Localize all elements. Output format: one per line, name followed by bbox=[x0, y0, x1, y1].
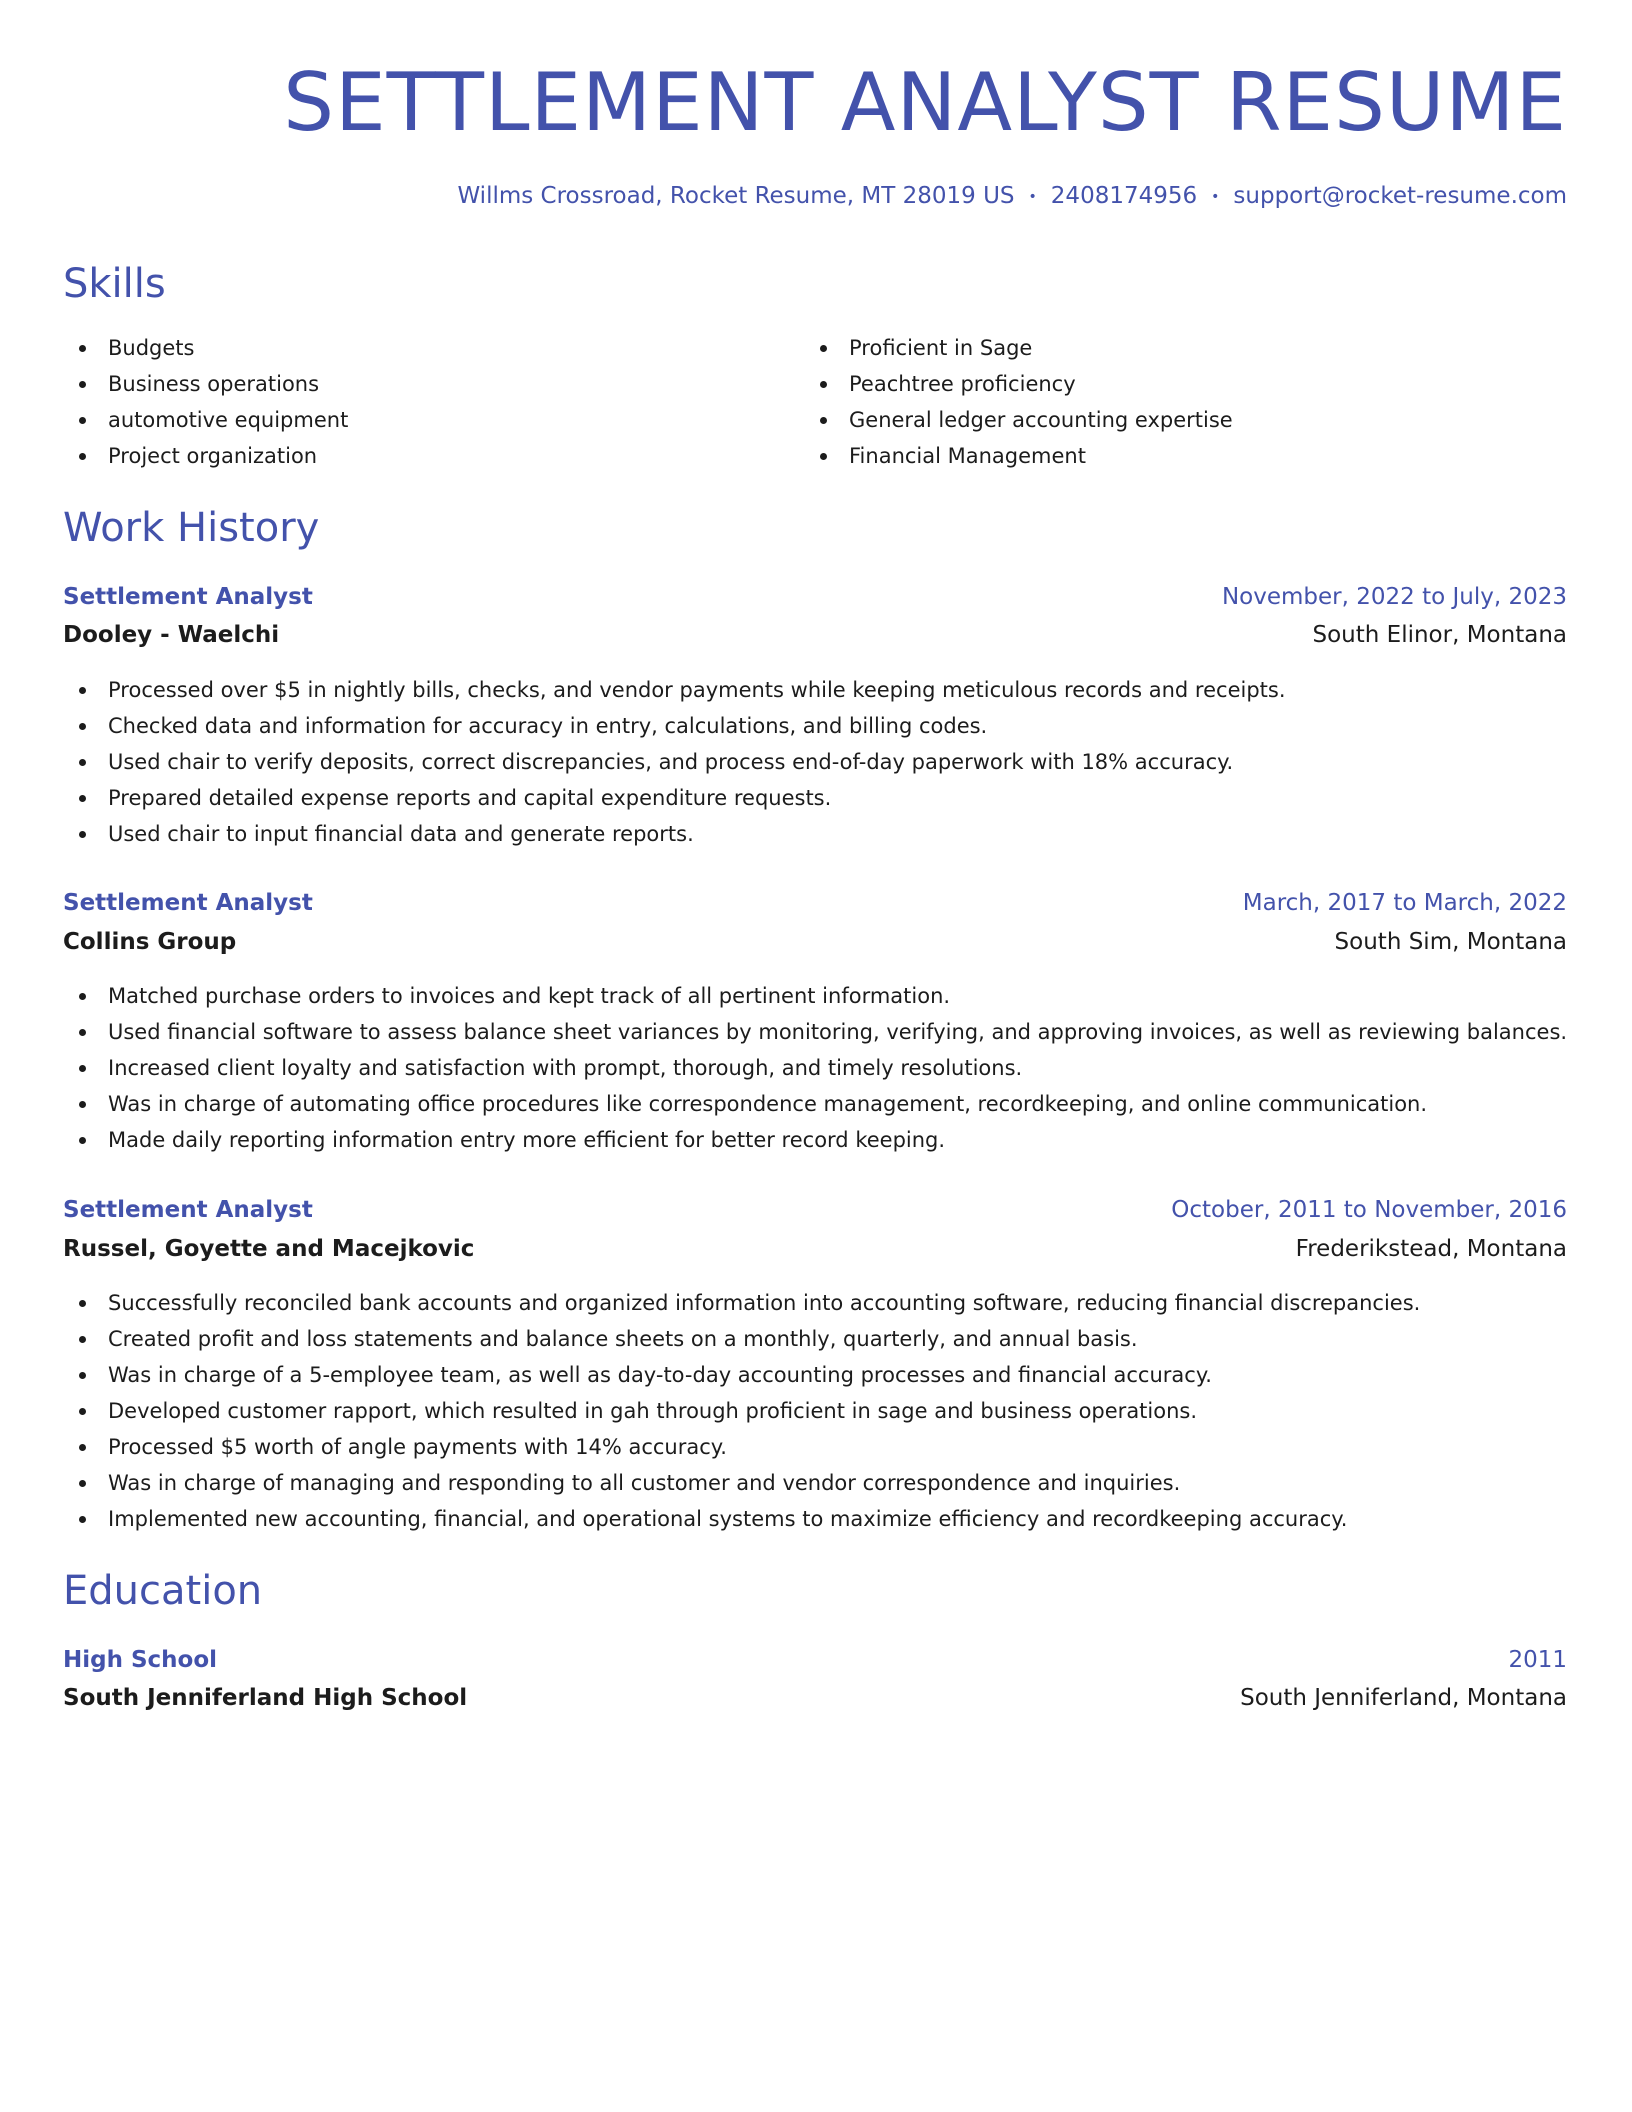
job-bullet: Used chair to input financial data and generate reports. bbox=[63, 816, 1286, 852]
job-bullet: Developed customer rapport, which resulted in gah through proficient in sage and business operations. bbox=[63, 1393, 1420, 1429]
skill-item: automotive equipment bbox=[63, 402, 348, 438]
education-year: 2011 bbox=[1508, 1647, 1567, 1673]
contact-line bbox=[457, 180, 1567, 213]
skill-item: Financial Management bbox=[804, 438, 1233, 474]
job-subheader bbox=[63, 1232, 1567, 1266]
job-company: Russel, Goyette and Macejkovic bbox=[63, 1236, 475, 1262]
job-subheader bbox=[63, 618, 1567, 652]
skill-item: Budgets bbox=[63, 330, 348, 366]
contact-phone: 2408174956 bbox=[1050, 183, 1198, 209]
job-bullet: Successfully reconciled bank accounts and organized information into accounting software, reducing financial discrepancies. bbox=[63, 1285, 1420, 1321]
job-bullet: Processed over $5 in nightly bills, checks, and vendor payments while keeping meticulous records and receipts. bbox=[63, 672, 1286, 708]
job-bullet: Was in charge of managing and responding to all customer and vendor correspondence and inquiries. bbox=[63, 1465, 1420, 1501]
job-dates: March, 2017 to March, 2022 bbox=[1242, 890, 1567, 916]
job-dates: November, 2022 to July, 2023 bbox=[1221, 584, 1567, 610]
job-company: Dooley - Waelchi bbox=[63, 622, 280, 648]
resume-title: SETTLEMENT ANALYST RESUME bbox=[283, 56, 1567, 149]
job-company: Collins Group bbox=[63, 929, 237, 955]
job-header bbox=[63, 886, 1567, 920]
job-bullet: Increased client loyalty and satisfaction with prompt, thorough, and timely resolutions. bbox=[63, 1050, 1567, 1086]
job-bullet: Was in charge of automating office procedures like correspondence management, recordkeeping, and online communication. bbox=[63, 1086, 1567, 1122]
education-heading: Education bbox=[63, 1568, 263, 1614]
education-subheader bbox=[63, 1681, 1567, 1715]
job-bullet: Checked data and information for accuracy in entry, calculations, and billing codes. bbox=[63, 708, 1286, 744]
bullet-separator-icon: • bbox=[1211, 188, 1220, 205]
job-bullet: Made daily reporting information entry more efficient for better record keeping. bbox=[63, 1122, 1567, 1158]
job-dates: October, 2011 to November, 2016 bbox=[1171, 1197, 1567, 1223]
education-header bbox=[63, 1643, 1567, 1677]
job-bullet: Matched purchase orders to invoices and kept track of all pertinent information. bbox=[63, 978, 1567, 1014]
skills-heading: Skills bbox=[63, 261, 166, 307]
job-location: Frederikstead, Montana bbox=[1295, 1236, 1567, 1262]
job-header bbox=[63, 1193, 1567, 1227]
work-history-heading: Work History bbox=[63, 505, 320, 551]
job-role: Settlement Analyst bbox=[63, 1197, 313, 1223]
job-bullet: Implemented new accounting, financial, and operational systems to maximize efficiency and recordkeeping accuracy. bbox=[63, 1501, 1420, 1537]
skill-item: Project organization bbox=[63, 438, 348, 474]
education-school: South Jenniferland High School bbox=[63, 1685, 468, 1711]
contact-address: Willms Crossroad, Rocket Resume, MT 28019 US bbox=[457, 183, 1015, 209]
contact-email: support@rocket-resume.com bbox=[1233, 183, 1567, 209]
education-location: South Jenniferland, Montana bbox=[1240, 1685, 1567, 1711]
skill-item: Business operations bbox=[63, 366, 348, 402]
job-role: Settlement Analyst bbox=[63, 890, 313, 916]
job-bullet: Prepared detailed expense reports and capital expenditure requests. bbox=[63, 780, 1286, 816]
skill-item: Proficient in Sage bbox=[804, 330, 1233, 366]
skill-item: Peachtree proficiency bbox=[804, 366, 1233, 402]
job-bullets bbox=[63, 672, 1286, 852]
job-bullets bbox=[63, 1285, 1420, 1537]
job-bullet: Was in charge of a 5-employee team, as well as day-to-day accounting processes and financial accuracy. bbox=[63, 1357, 1420, 1393]
skills-list-right bbox=[804, 330, 1233, 474]
job-bullets bbox=[63, 978, 1567, 1158]
education-degree: High School bbox=[63, 1647, 218, 1673]
job-bullet: Processed $5 worth of angle payments with 14% accuracy. bbox=[63, 1429, 1420, 1465]
job-role: Settlement Analyst bbox=[63, 584, 313, 610]
skills-list-left bbox=[63, 330, 348, 474]
skill-item: General ledger accounting expertise bbox=[804, 402, 1233, 438]
job-bullet: Used chair to verify deposits, correct discrepancies, and process end-of-day paperwork with 18% accuracy. bbox=[63, 744, 1286, 780]
bullet-separator-icon: • bbox=[1028, 188, 1037, 205]
job-location: South Sim, Montana bbox=[1334, 929, 1567, 955]
job-bullet: Created profit and loss statements and balance sheets on a monthly, quarterly, and annual basis. bbox=[63, 1321, 1420, 1357]
job-location: South Elinor, Montana bbox=[1312, 622, 1567, 648]
job-subheader bbox=[63, 925, 1567, 959]
job-header bbox=[63, 580, 1567, 614]
job-bullet: Used financial software to assess balance sheet variances by monitoring, verifying, and approving invoices, as well as reviewing balances. bbox=[63, 1014, 1567, 1050]
